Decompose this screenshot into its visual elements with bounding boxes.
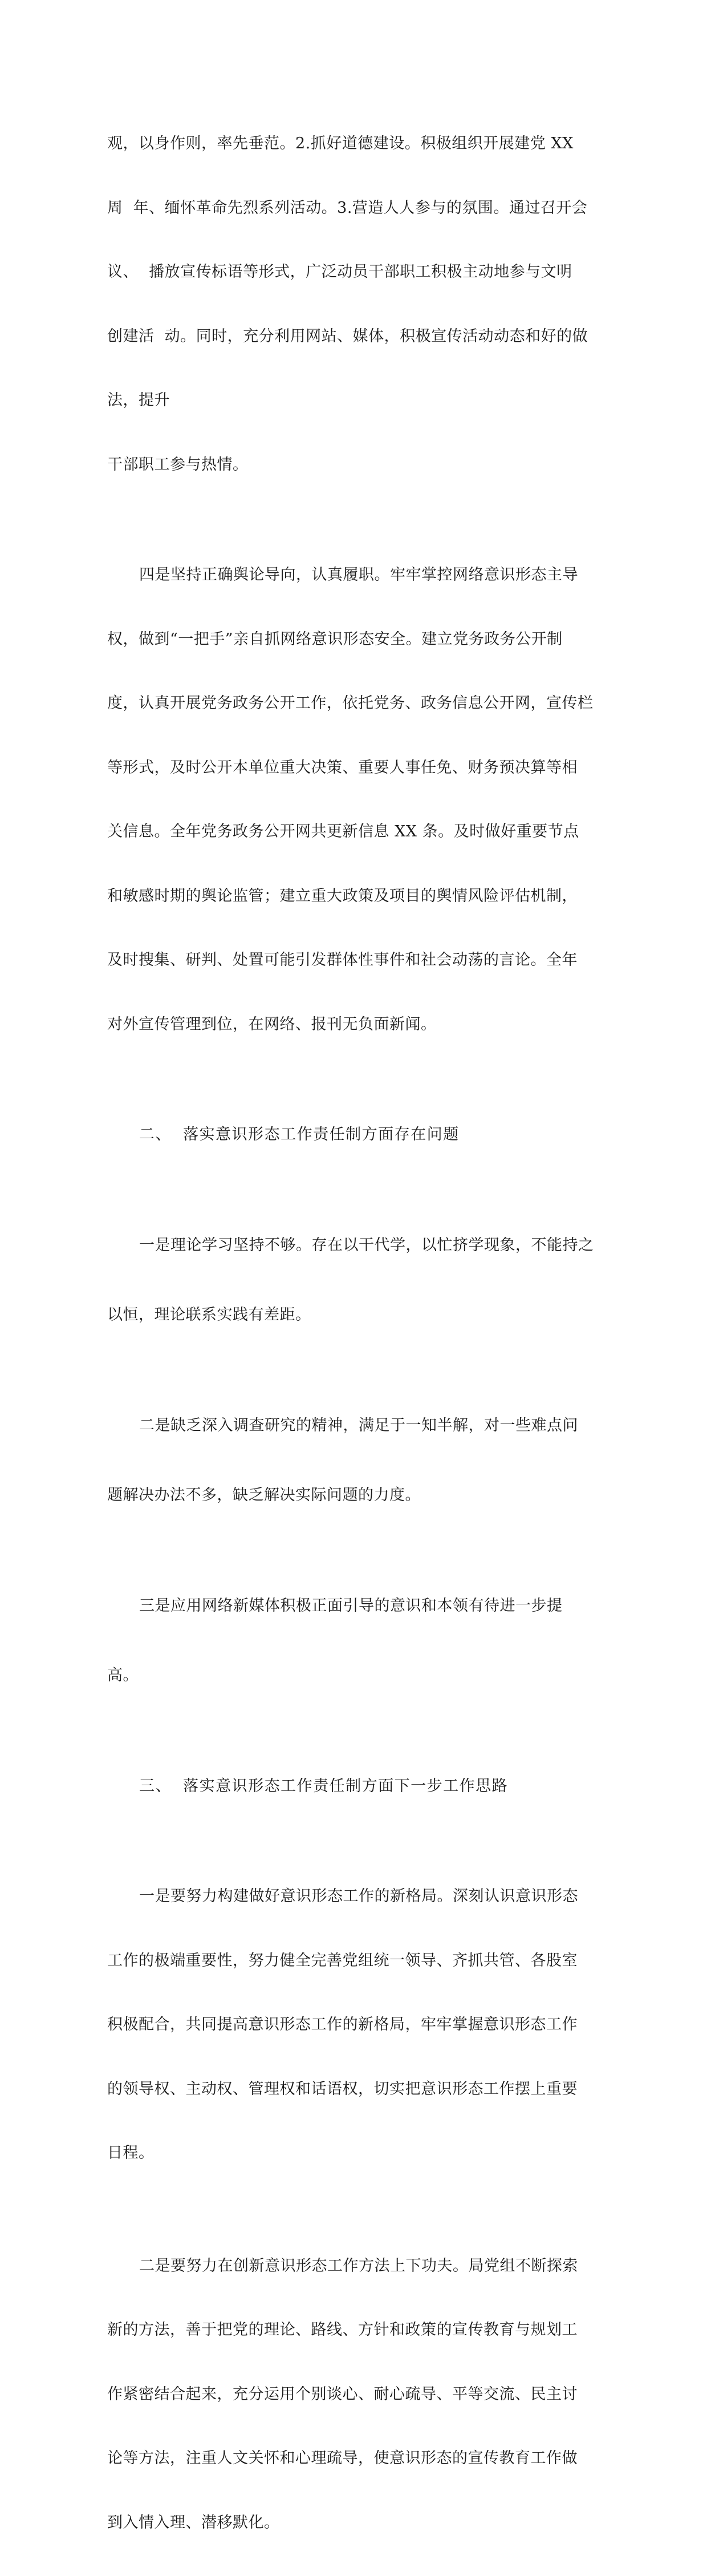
text-line: 关信息。全年党务政务公开网共更新信息 XX 条。及时做好重要节点 xyxy=(107,821,598,843)
document-page xyxy=(107,90,598,2576)
text-line: 等形式，及时公开本单位重大决策、重要人事任免、财务预决算等相 xyxy=(107,757,598,779)
text-line: 论等方法，注重人文关怀和心理疏导，使意识形态的宣传教育工作做 xyxy=(107,2448,598,2469)
plan-two-paragraph xyxy=(107,2213,598,2576)
text-line: 周 年、缅怀革命先烈系列活动。3.营造人人参与的氛围。通过召开会 xyxy=(107,197,598,219)
text-line: 观，以身作则，率先垂范。2.抓好道德建设。积极组织开展建党 XX xyxy=(107,133,598,155)
text-line: 到入情入理、潜移默化。 xyxy=(107,2512,598,2534)
plan-one-paragraph xyxy=(107,1843,598,2207)
section-heading: 二、 落实意识形态工作责任制方面存在问题 xyxy=(107,1124,598,1146)
text-line: 日程。 xyxy=(107,2142,598,2164)
text-line: 干部职工参与热情。 xyxy=(107,454,598,476)
text-line: 积极配合，共同提高意识形态工作的新格局，牢牢掌握意识形态工作 xyxy=(107,2014,598,2036)
intro-paragraph xyxy=(107,90,598,518)
text-line: 二是要努力在创新意识形态工作方法上下功夫。局党组不断探索 xyxy=(107,2255,598,2277)
text-line: 二是缺乏深入调查研究的精神，满足于一知半解，对一些难点问 xyxy=(107,1415,598,1437)
text-line: 以恒，理论联系实践有差距。 xyxy=(107,1304,598,1326)
problem-one-paragraph xyxy=(107,1192,598,1369)
text-line: 创建活 动。同时，充分利用网站、媒体，积极宣传活动动态和好的做 xyxy=(107,326,598,347)
text-line: 对外宣传管理到位，在网络、报刊无负面新闻。 xyxy=(107,1014,598,1036)
text-line: 及时搜集、研判、处置可能引发群体性事件和社会动荡的言论。全年 xyxy=(107,949,598,971)
section-heading: 三、 落实意识形态工作责任制方面下一步工作思路 xyxy=(107,1776,598,1797)
problem-three-paragraph xyxy=(107,1552,598,1729)
text-line: 作紧密结合起来，充分运用个别谈心、耐心疏导、平等交流、民主讨 xyxy=(107,2384,598,2405)
text-line: 四是坚持正确舆论导向，认真履职。牢牢掌控网络意识形态主导 xyxy=(107,564,598,586)
text-line: 议、 播放宣传标语等形式，广泛动员干部职工积极主动地参与文明 xyxy=(107,261,598,283)
text-line: 法，提升 xyxy=(107,390,598,411)
text-line: 和敏感时期的舆论监管；建立重大政策及项目的舆情风险评估机制， xyxy=(107,885,598,907)
text-line: 高。 xyxy=(107,1665,598,1687)
text-line: 一是理论学习坚持不够。存在以干代学，以忙挤学现象，不能持之 xyxy=(107,1235,598,1256)
text-line: 三是应用网络新媒体积极正面引导的意识和本领有待进一步提 xyxy=(107,1595,598,1617)
section-two xyxy=(107,1081,598,1188)
text-line: 工作的极端重要性，努力健全完善党组统一领导、齐抓共管、各股室 xyxy=(107,1950,598,1972)
section-three xyxy=(107,1733,598,1840)
point-four-paragraph xyxy=(107,521,598,1078)
text-line: 一是要努力构建做好意识形态工作的新格局。深刻认识意识形态 xyxy=(107,1886,598,1907)
text-line: 权，做到“一把手”亲自抓网络意识形态安全。建立党务政务公开制 xyxy=(107,629,598,650)
text-line: 题解决办法不多，缺乏解决实际问题的力度。 xyxy=(107,1485,598,1506)
text-line: 的领导权、主动权、管理权和话语权，切实把意识形态工作摆上重要 xyxy=(107,2078,598,2100)
problem-two-paragraph xyxy=(107,1372,598,1549)
text-line: 度，认真开展党务政务公开工作，依托党务、政务信息公开网，宣传栏 xyxy=(107,693,598,714)
text-line: 新的方法，善于把党的理论、路线、方针和政策的宣传教育与规划工 xyxy=(107,2319,598,2341)
